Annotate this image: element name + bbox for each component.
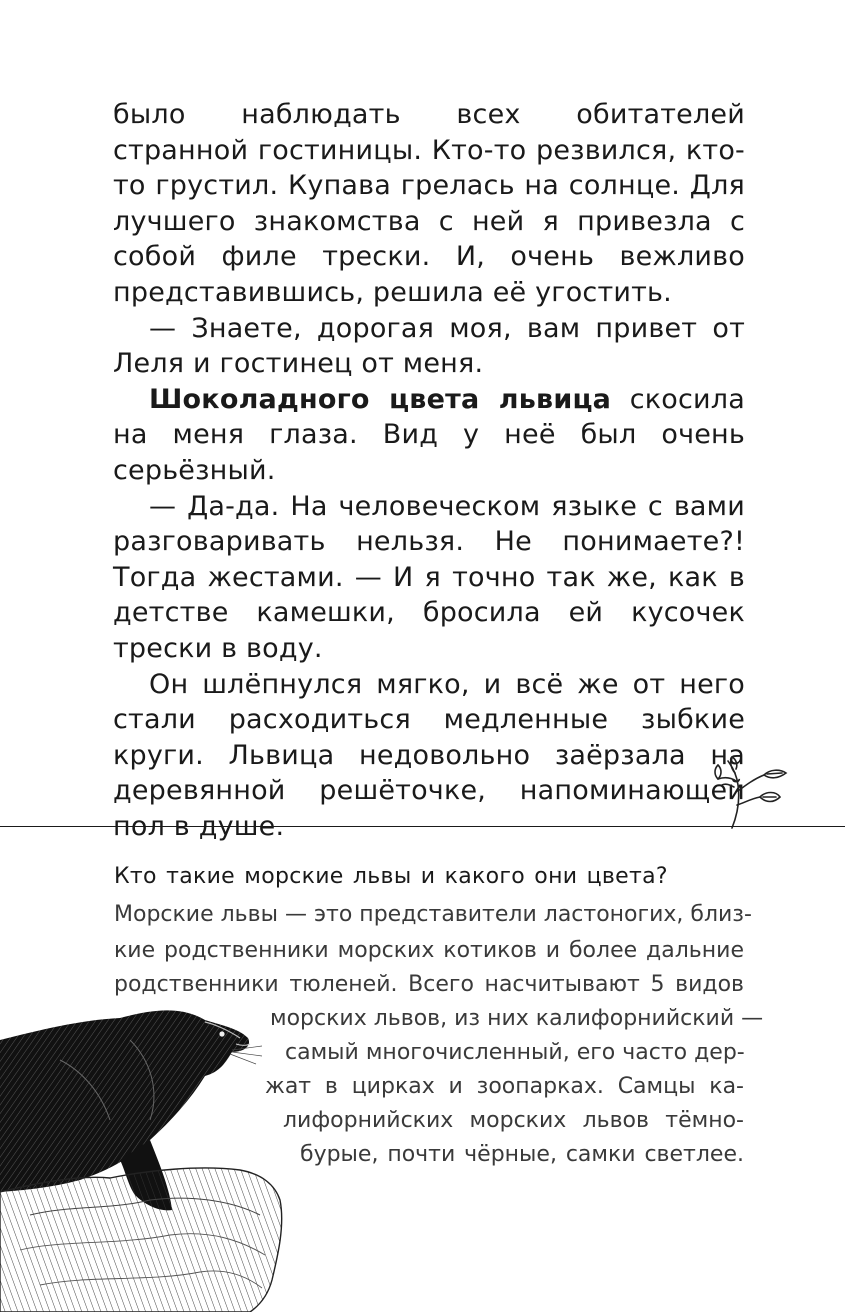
sidebar-line-3: родственники тюленей. Всего насчитывают 5 видов xyxy=(114,972,744,997)
story-paragraph-1: было наблюдать всех обитателей странной гостиницы. Кто-то резвился, кто-то грустил. Купава грелась на солнце. Для лучшего знакомства с ней я привезла с собой филе трески. И, очень вежливо представившись, решила её угостить. xyxy=(113,99,745,308)
sidebar-title: Кто такие морские львы и какого они цвета? xyxy=(114,864,668,889)
sprig-illustration-icon xyxy=(712,755,792,830)
sidebar-line-1: Морские львы — это представители ластоногих, близ- xyxy=(114,902,752,927)
story-paragraph-3 xyxy=(113,382,745,489)
sidebar-line-8: бурые, почти чёрные, самки светлее. xyxy=(300,1142,744,1167)
story-bold-phrase: Шоколадного цвета львица xyxy=(149,383,612,415)
sidebar-line-5: самый многочисленный, его часто дер- xyxy=(285,1040,745,1065)
story-paragraph-3-rest: скосила на меня глаза. Вид у неё был очень серьёзный. xyxy=(113,383,745,486)
story-paragraph-5: Он шлёпнулся мягко, и всё же от него стали расходиться медленные зыбкие круги. Львица недовольно заёрзала на деревянной решёточке, напоминающей пол в душе. xyxy=(113,668,745,842)
story-text xyxy=(113,97,745,844)
section-divider xyxy=(0,826,845,827)
sidebar-line-7: лифорнийских морских львов тёмно- xyxy=(283,1108,744,1133)
sidebar-line-2: кие родственники морских котиков и более дальние xyxy=(114,938,744,963)
sidebar-line-6: жат в цирках и зоопарках. Самцы ка- xyxy=(265,1074,744,1099)
sea-lion-illustration xyxy=(0,1000,290,1312)
sidebar-line-4: морских львов, из них калифорнийский — xyxy=(270,1006,764,1031)
story-paragraph-4: — Да-да. На человеческом языке с вами разговаривать нельзя. Не понимаете?! Тогда жестами. — И я точно так же, как в детстве камешки, бросила ей кусочек трески в воду. xyxy=(113,490,745,664)
story-paragraph-2: — Знаете, дорогая моя, вам привет от Леля и гостинец от меня. xyxy=(113,312,745,380)
